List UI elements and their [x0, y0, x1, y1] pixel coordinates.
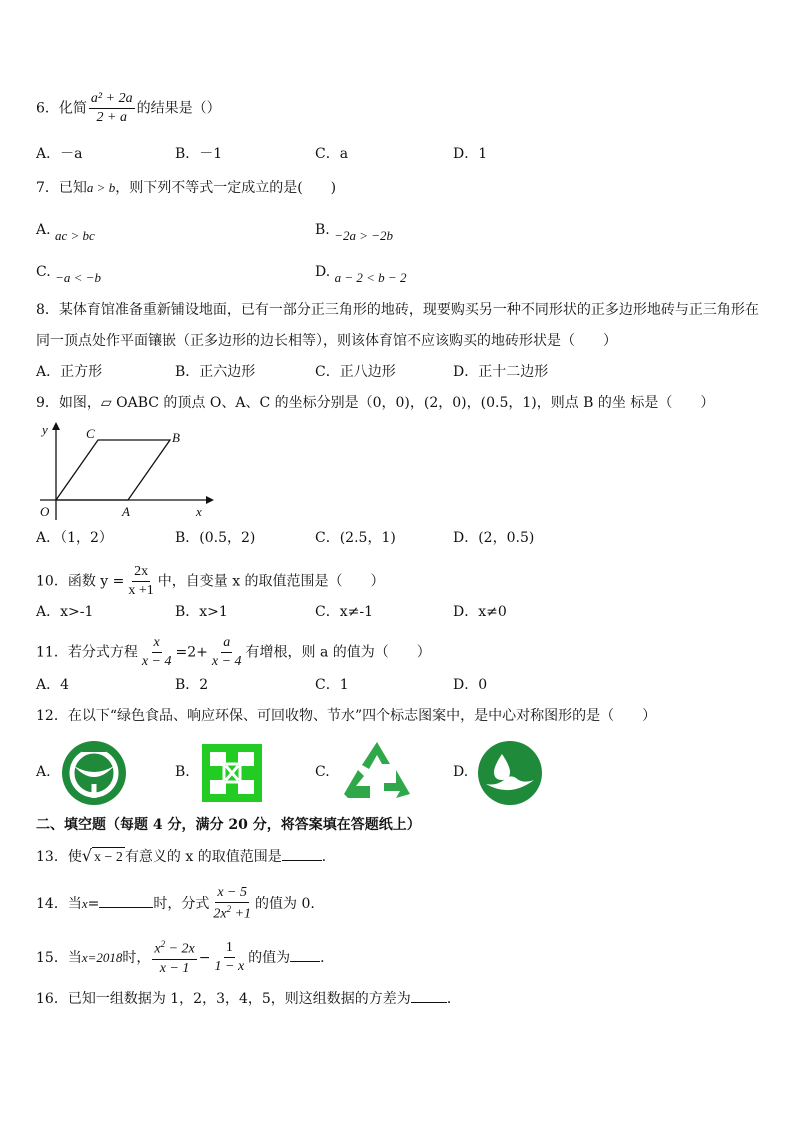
label-y: y [42, 422, 48, 437]
q15-answer-blank[interactable] [290, 947, 320, 962]
question-11 [36, 636, 431, 669]
recycle-logo-icon[interactable] [340, 738, 414, 806]
q7-stem-post: ，则下列不等式一定成立的是( ) [115, 180, 337, 196]
q15-stem-pre: 15．当 [36, 949, 82, 966]
q11-f2-denominator: x − 4 [211, 654, 242, 669]
q10-stem-post: 中，自变量 x 的取值范围是（ ） [157, 573, 385, 590]
q8-option-c[interactable]: C．正八边形 [315, 364, 396, 380]
q8-option-b[interactable]: B．正六边形 [175, 364, 256, 380]
q10-option-d[interactable]: D．x≠0 [453, 604, 507, 620]
question-14 [36, 886, 315, 922]
q9-option-b[interactable]: B．(0.5，2) [175, 530, 256, 546]
q9-option-d[interactable]: D．(2，0.5) [453, 530, 535, 546]
q7-option-b-expr: −2a > −2b [334, 228, 394, 243]
y-axis-arrow [52, 422, 60, 430]
q14-answer-blank[interactable] [99, 893, 153, 908]
q9-parallelogram-figure [34, 420, 224, 524]
q14-mid: 时，分式 [153, 895, 210, 912]
q16-stem-pre: 16．已知一组数据为 1，2，3，4，5，则这组数据的方差为 [36, 991, 411, 1007]
q15-end: ． [320, 949, 335, 966]
q11-f1-numerator: x [152, 636, 162, 653]
q15-f1-num-base: x [154, 941, 161, 957]
q14-den-rest: +1 [231, 906, 252, 922]
q15-stem-post: 的值为 [248, 949, 291, 966]
x-axis-arrow [206, 496, 214, 504]
q13-stem-post: 有意义的 x 的取值范围是 [124, 849, 282, 865]
q7-option-b[interactable] [315, 220, 394, 243]
q7-stem-pre: 7．已知 [36, 180, 87, 196]
q6-option-c[interactable]: C．a [315, 146, 349, 162]
q10-numerator: 2x [132, 565, 150, 582]
q14-numerator: x − 5 [215, 886, 249, 903]
q7-option-a[interactable] [36, 220, 95, 243]
q10-option-a[interactable]: A．x>-1 [36, 604, 94, 620]
q7-option-d[interactable] [315, 262, 407, 285]
q16-end: ． [446, 991, 461, 1007]
green-food-logo-icon[interactable] [60, 740, 128, 806]
q11-fraction-2 [210, 636, 244, 669]
q15-f1-num-rest: − 2x [165, 941, 195, 957]
q13-stem-pre: 13．使 [36, 849, 82, 865]
q11-stem-post: 有增根，则 a 的值为（ ） [245, 644, 431, 661]
q8-line-2: 同一顶点处作平面镶嵌（正多边形的边长相等），则该体育馆不应该购买的地砖形状是（ ） [36, 333, 617, 349]
q15-fraction-2 [213, 941, 247, 974]
q14-eq: = [87, 895, 100, 912]
environmental-protection-logo-icon[interactable] [200, 742, 264, 804]
q7-option-b-label: B. [315, 222, 330, 238]
water-saving-logo-icon[interactable] [476, 740, 544, 806]
q11-fraction-1 [140, 636, 174, 669]
label-x: x [196, 504, 202, 519]
sqrt-icon: √ [81, 846, 93, 865]
label-b: B [172, 430, 180, 445]
label-c: C [86, 426, 95, 441]
q15-mid: 时， [122, 949, 151, 966]
question-6 [36, 92, 221, 125]
q12-option-d-label[interactable]: D. [453, 764, 469, 780]
q13-answer-blank[interactable] [282, 846, 322, 861]
q11-option-c[interactable]: C．1 [315, 677, 349, 693]
q15-cond: x=2018 [81, 949, 123, 965]
q6-numerator: a² + 2a [89, 92, 135, 109]
q16-answer-blank[interactable] [411, 988, 447, 1003]
question-15 [36, 940, 334, 976]
q10-denominator: x +1 [128, 583, 154, 598]
q15-f2-denominator: 1 − x [214, 959, 245, 975]
question-10 [36, 565, 385, 598]
q11-f1-denominator: x − 4 [141, 654, 172, 669]
q7-option-d-label: D. [315, 264, 331, 280]
q12-option-b-label[interactable]: B. [175, 764, 190, 780]
q10-option-b[interactable]: B．x>1 [175, 604, 228, 620]
q7-option-c-label: C. [36, 264, 51, 280]
q7-option-c-expr: −a < −b [55, 270, 101, 285]
q11-option-d[interactable]: D．0 [453, 677, 488, 693]
question-7 [36, 178, 336, 198]
q15-f1-denominator: x − 1 [159, 960, 190, 976]
q11-option-a[interactable]: A．4 [36, 677, 70, 693]
q8-option-d[interactable]: D．正十二边形 [453, 364, 549, 380]
q7-option-d-expr: a − 2 < b − 2 [334, 270, 407, 285]
q13-radicand: x − 2 [92, 847, 125, 868]
q11-option-b[interactable]: B．2 [175, 677, 209, 693]
q6-option-d[interactable]: D．1 [453, 146, 488, 162]
q14-stem-post: 的值为 0. [255, 895, 315, 912]
q15-f1-numerator [152, 940, 196, 960]
q14-den-base: 2x [213, 906, 227, 922]
q9-option-c[interactable]: C．(2.5，1) [315, 530, 396, 546]
q11-f2-numerator: a [221, 636, 232, 653]
q7-option-c[interactable] [36, 262, 101, 285]
q6-fraction [89, 92, 135, 125]
label-o: O [40, 504, 50, 519]
q15-f1-num-exp: 2 [160, 939, 166, 949]
q8-option-a[interactable]: A．正方形 [36, 364, 103, 380]
q10-stem-pre: 10．函数 y = [36, 573, 125, 590]
q7-option-a-label: A. [36, 222, 51, 238]
q12-option-c-label[interactable]: C. [315, 764, 330, 780]
q14-denominator [211, 903, 253, 922]
q13-end: ． [321, 849, 336, 865]
q12-option-a-label[interactable]: A. [36, 764, 51, 780]
section-2-heading: 二、填空题（每题 4 分，满分 20 分，将答案填在答题纸上） [36, 817, 421, 833]
q14-stem-pre: 14．当 [36, 895, 82, 912]
q10-fraction [126, 565, 155, 598]
q6-option-a[interactable]: A．－a [36, 146, 83, 162]
q15-fraction-1 [152, 940, 196, 976]
parallelogram-oabc [56, 440, 170, 500]
q7-option-a-expr: ac > bc [55, 228, 95, 243]
q6-denominator: 2 + a [96, 110, 127, 125]
q6-stem-post: 的结果是（） [136, 100, 221, 117]
q9-stem: 9．如图，▱ OABC 的顶点 O、A、C 的坐标分别是（0，0)，(2，0)，(0.5，1)，则点 B 的坐 标是（ ） [36, 395, 715, 411]
q14-den-exp: 2 [226, 904, 232, 914]
q7-condition: a > b [86, 180, 116, 195]
question-16 [36, 988, 461, 1009]
q10-option-c[interactable]: C．x≠-1 [315, 604, 373, 620]
q12-stem: 12．在以下“绿色食品、响应环保、可回收物、节水”四个标志图案中，是中心对称图形的是（ ） [36, 708, 657, 724]
q11-mid: =2+ [175, 644, 208, 661]
q11-stem-pre: 11．若分式方程 [36, 644, 138, 661]
q14-fraction [211, 886, 253, 922]
label-a: A [122, 504, 130, 519]
q8-line-1: 8．某体育馆准备重新铺设地面，已有一部分正三角形的地砖，现要购买另一种不同形状的正多边形地砖与正三角形在 [36, 302, 759, 318]
q6-stem-pre: 6．化简 [36, 100, 87, 117]
q15-minus: − [198, 949, 211, 966]
q14-var: x [81, 895, 88, 911]
q15-f2-numerator: 1 [224, 941, 235, 958]
q6-option-b[interactable]: B．－1 [175, 146, 223, 162]
question-13 [36, 846, 336, 868]
q9-option-a[interactable]: A．（1，2） [36, 530, 113, 546]
